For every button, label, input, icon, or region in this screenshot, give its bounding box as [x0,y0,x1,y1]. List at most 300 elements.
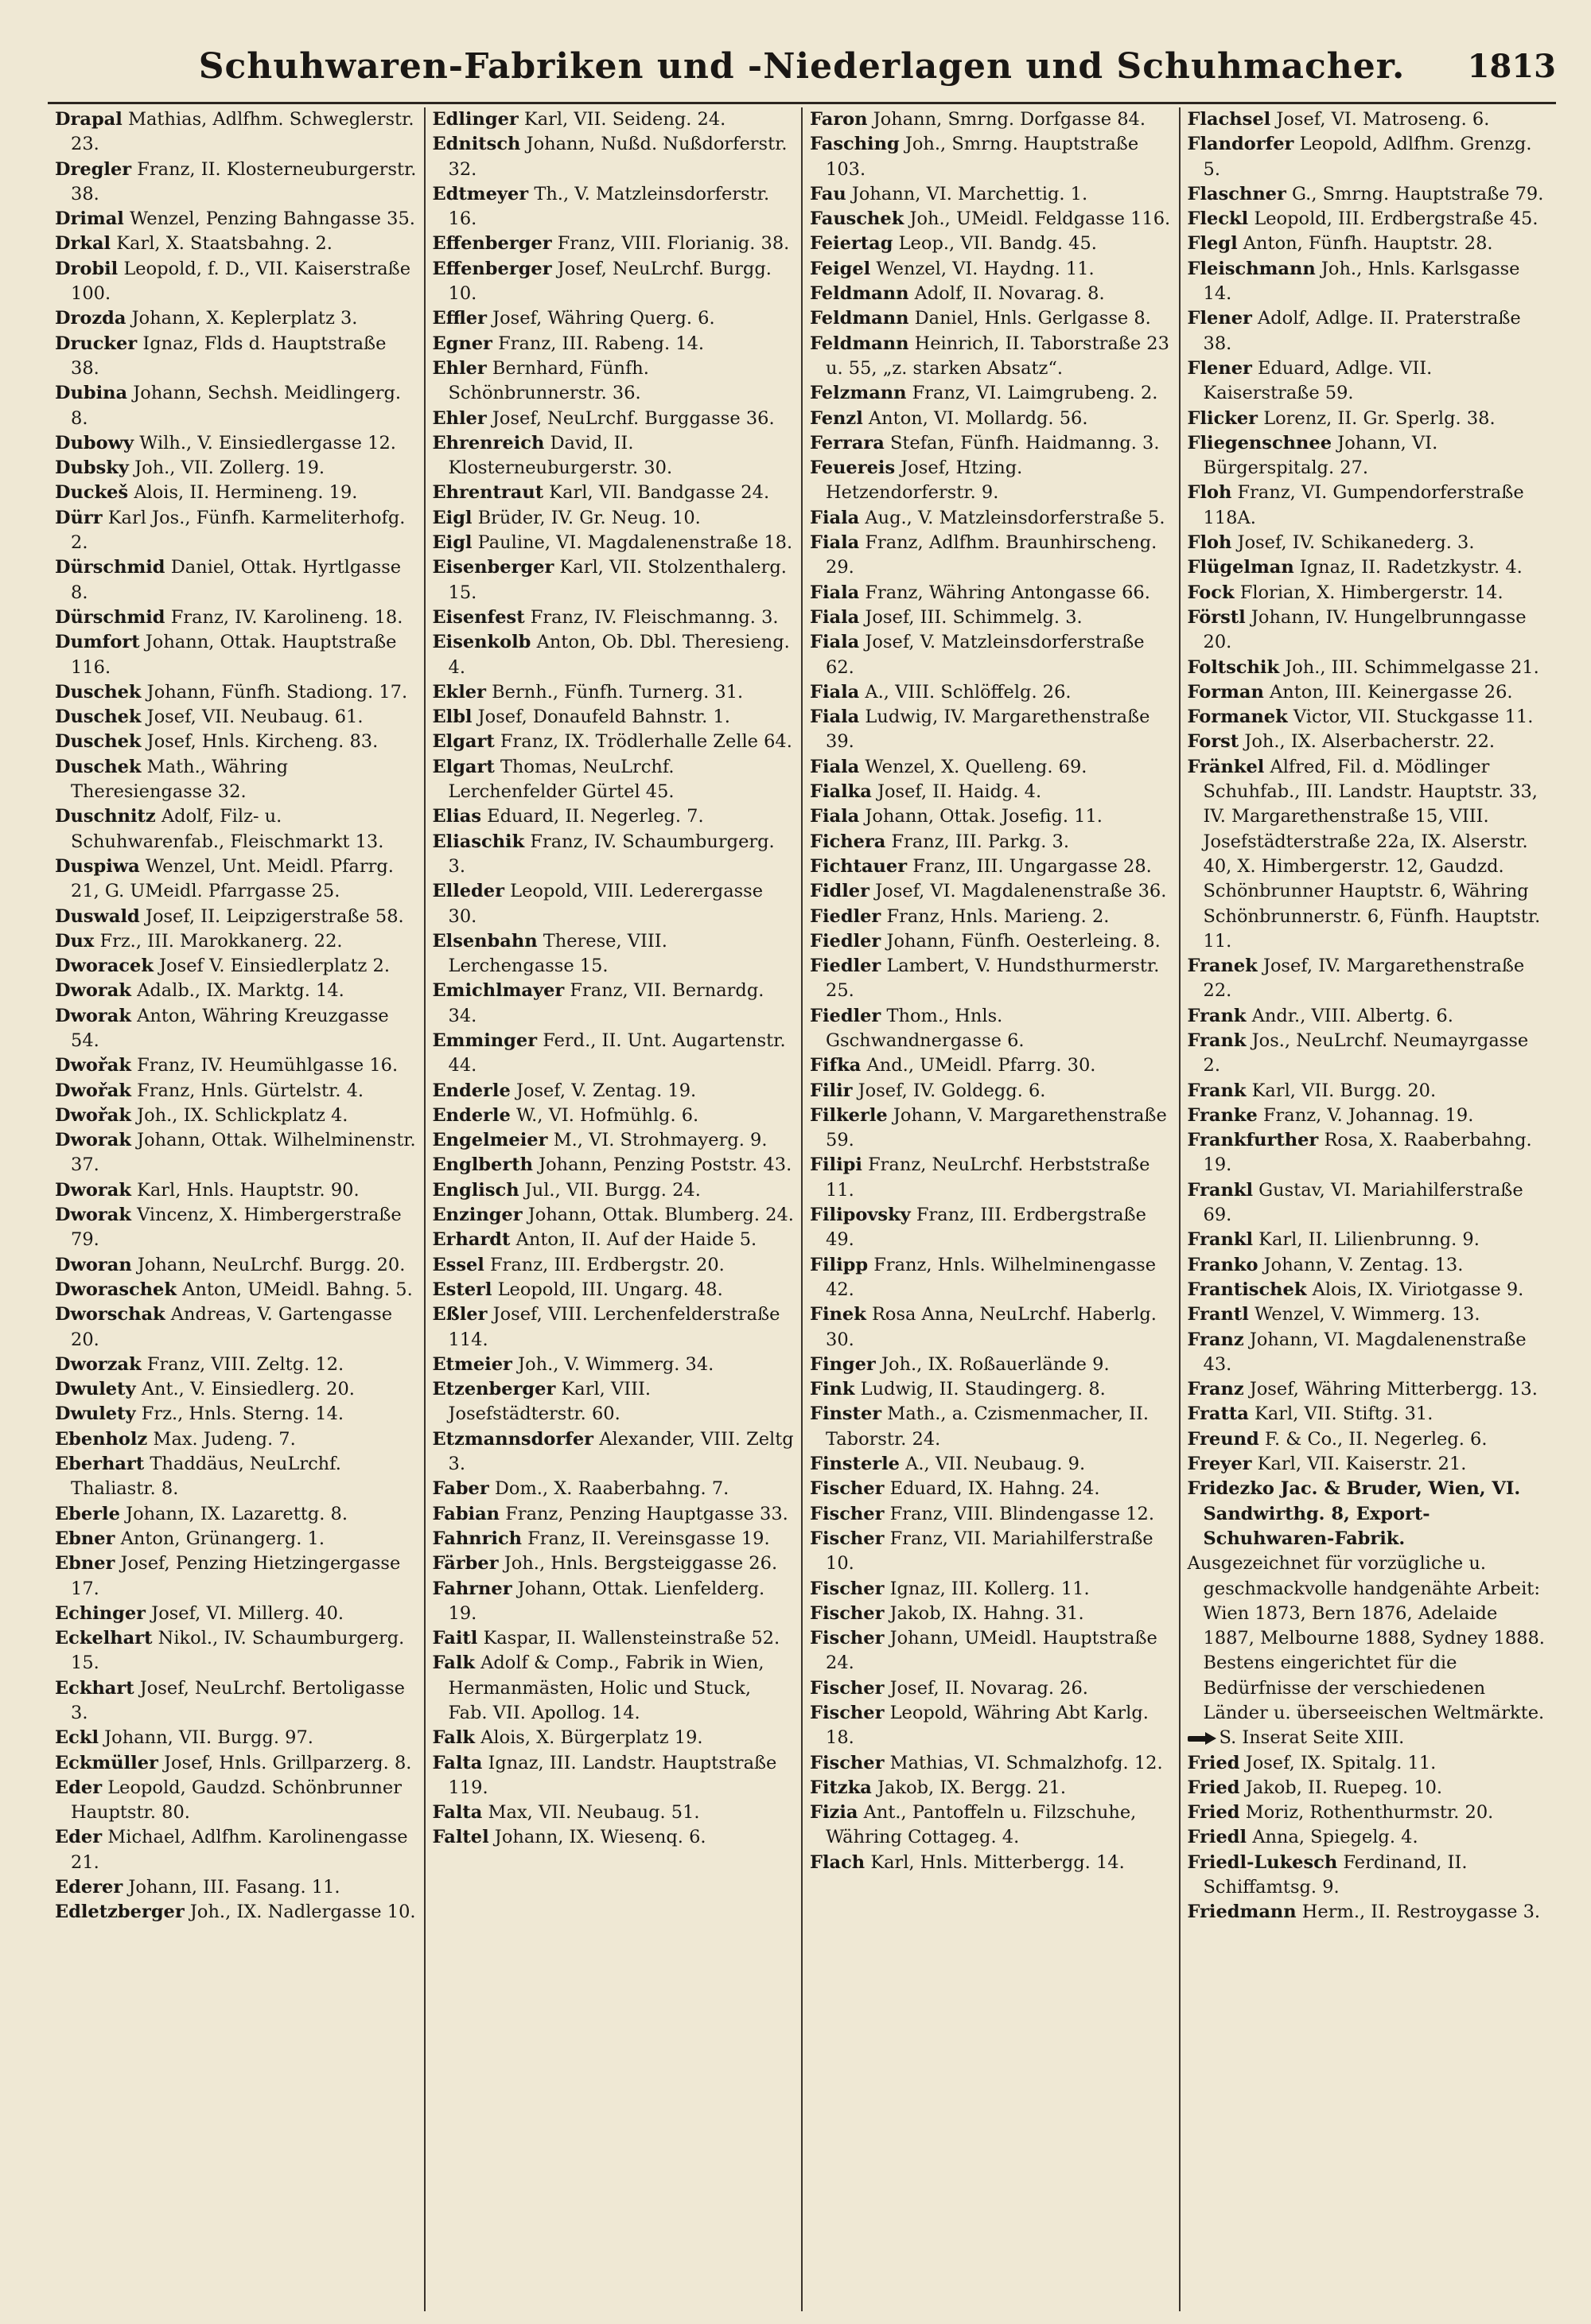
entry-details: Franz, VIII. Blindengasse 12. [889,1503,1155,1524]
entry-name: Fau [810,183,846,204]
entry-name: Drimal [55,208,124,230]
directory-entry [55,332,417,382]
directory-entry [55,1602,417,1626]
entry-name: Fried [1187,1752,1240,1773]
entry-details: Leopold, VIII. Lederergasse 30. [448,881,764,927]
entry-name: Friedl [1187,1827,1247,1848]
directory-entry [1188,705,1550,730]
entry-name: Forman [1187,681,1264,703]
entry-name: Drucker [55,333,138,354]
directory-entry [55,1353,417,1377]
entry-name: Ehrenreich [432,432,545,454]
entry-name: Fischer [810,1752,885,1773]
entry-details: Eduard, IX. Hahng. 24. [889,1478,1100,1500]
entry-details: Alexander, VIII. Zeltg 3. [448,1428,794,1475]
entry-name: Fischer [810,1478,885,1500]
entry-name: Erhardt [432,1229,511,1251]
directory-entry [810,1253,1172,1303]
entry-name: Drobil [55,258,119,279]
entry-details: Karl, II. Lilienbrunng. 9. [1258,1229,1480,1251]
entry-name: Flandorfer [1187,134,1294,155]
entry-details: Josef, VIII. Lerchenfelderstraße 114. [448,1304,780,1350]
entry-name: Effenberger [432,258,552,279]
entry-name: Filipp [810,1254,869,1275]
directory-entry [1188,1029,1550,1079]
directory-entry [433,1377,795,1427]
directory-entry [1188,306,1550,356]
entry-details: Karl, Hnls. Mitterbergg. 14. [870,1851,1125,1873]
directory-entry [810,257,1172,282]
entry-details: Ant., Pantoffeln u. Filzschuhe, Währing Cottageg. 4. [826,1802,1137,1848]
entry-name: Elsenbahn [432,930,538,952]
entry-details: Karl, VII. Seideng. 24. [523,109,726,130]
directory-entry [810,1701,1172,1751]
directory-entry [433,1203,795,1228]
entry-name: Enderle [432,1080,511,1101]
directory-entry [1188,1178,1550,1228]
directory-entry [810,1527,1172,1577]
directory-entry [55,1527,417,1551]
entry-details: Franz, VIII. Zeltg. 12. [146,1353,344,1375]
entry-name: Finster [810,1403,882,1425]
entry-details: Frz., Hnls. Sterng. 14. [141,1403,344,1425]
directory-entry [55,730,417,754]
entry-details: Ignaz, III. Landstr. Hauptstraße 119. [448,1752,777,1798]
entry-details: Jakob, IX. Hahng. 31. [889,1602,1084,1624]
entry-name: Fischer [810,1602,885,1624]
directory-entry [810,605,1172,630]
entry-details: Johann, IV. Hungelbrunngasse 20. [1203,606,1527,653]
directory-entry [55,929,417,954]
entry-name: Dürschmid [55,557,165,578]
entry-name: Förstl [1187,606,1246,628]
directory-entry [1188,481,1550,531]
directory-entry [810,1626,1172,1676]
entry-name: Elias [432,806,481,827]
entry-name: Faitl [432,1628,478,1649]
entry-details: Josef, VI. Millerg. 40. [151,1602,344,1624]
entry-details: Ludwig, IV. Margarethenstraße 39. [826,707,1150,753]
entry-details: Leopold, Währing Abt Karlg. 18. [826,1703,1149,1749]
entry-name: Etzenberger [432,1379,556,1400]
directory-entry [55,1302,417,1353]
entry-details: Wenzel, V. Wimmerg. 13. [1254,1304,1480,1325]
directory-entry [433,1751,795,1801]
entry-details: Math., Währing Theresiengasse 32. [71,756,289,803]
entry-name: Dubsky [55,457,129,479]
ad-body: Ausgezeichnet für vorzügliche u. geschmackvolle handgenähte Arbeit: Wien 1873, Bern 1876, Adelaide 1887, Melbourne 1888, Sydney 1888. Bestens eingerichtet für die Bedürfnisse der verschiedenen Länder u. überseeischen Weltmärkte. [1187,1553,1545,1723]
directory-entry [433,1651,795,1726]
directory-entry [810,107,1172,132]
entry-details: Dom., X. Raaberbahng. 7. [494,1478,729,1500]
directory-entry [55,1053,417,1078]
entry-details: Joh., Hnls. Karlsgasse 14. [1203,258,1520,305]
entry-details: Franz, Hnls. Gürtelstr. 4. [137,1080,364,1101]
entry-name: Dworak [55,980,131,1002]
entry-details: Johann, Ottak. Lienfelderg. 19. [448,1578,765,1624]
entry-name: Dworzak [55,1353,142,1375]
entry-details: Alois, II. Hermineng. 19. [134,482,358,504]
directory-entry [433,1477,795,1501]
entry-details: Joh., IX. Nadlergasse 10. [189,1902,416,1923]
directory-entry [810,1153,1172,1203]
directory-entry [433,1800,795,1825]
entry-details: Franz, III. Rabeng. 14. [498,333,705,354]
entry-details: Josef, NeuLrchf. Burggasse 36. [492,407,775,429]
entry-name: Elbl [432,707,473,728]
entry-name: Dworak [55,1005,131,1026]
entry-details: Kaspar, II. Wallensteinstraße 52. [483,1628,780,1649]
directory-entry [1188,656,1550,680]
directory-entry [1188,1128,1550,1178]
entry-details: Johann, Ottak. Blumberg. 24. [527,1205,794,1226]
entry-details: Thomas, NeuLrchf. Lerchenfelder Gürtel 45. [448,756,675,803]
entry-name: Fichtauer [810,855,908,877]
entry-name: Eisenberger [432,557,554,578]
directory-entry [810,232,1172,256]
entry-name: Ehler [432,357,487,379]
entry-details: Johann, UMeidl. Hauptstraße 24. [826,1628,1157,1674]
entry-details: Franz, Währing Antongasse 66. [865,582,1150,603]
entry-name: Fiala [810,806,860,827]
directory-entry [55,1128,417,1178]
directory-entry [1188,954,1550,1004]
directory-entry [810,1776,1172,1800]
entry-name: Fiedler [810,1005,881,1026]
entry-details: Johann, Fünfh. Stadiong. 17. [146,681,408,703]
entry-name: Filkerle [810,1104,888,1126]
directory-entry [810,581,1172,605]
directory-entry [1188,531,1550,555]
directory-entry [433,431,795,481]
entry-name: Formanek [1187,707,1288,728]
directory-entry [433,1502,795,1527]
directory-entry [810,1602,1172,1626]
entry-details: Adolf & Comp., Fabrik in Wien, Hermanmästen, Holic und Stuck, Fab. VII. Apollog. 14. [448,1652,764,1723]
directory-entry [55,555,417,605]
entry-details: Josef, IV. Margarethenstraße 22. [1203,956,1525,1002]
entry-details: Josef, Hnls. Grillparzerg. 8. [164,1752,412,1773]
entry-name: Falta [432,1802,483,1824]
entry-details: Josef, VII. Neubaug. 61. [146,707,364,728]
entry-details: Josef, NeuLrchf. Burgg. 10. [448,258,772,305]
directory-entry [810,1452,1172,1477]
entry-details: Ludwig, II. Staudingerg. 8. [860,1379,1106,1400]
directory-entry [433,1626,795,1651]
entry-details: Josef, Währing Querg. 6. [492,308,715,329]
directory-entry [810,1402,1172,1452]
entry-name: Dürschmid [55,606,165,628]
page-number: 1813 [1467,48,1556,85]
directory-entry [1188,1228,1550,1252]
entry-details: Josef, VI. Magdalenenstraße 36. [875,881,1167,902]
directory-entry [433,1302,795,1353]
entry-details: Leop., VII. Bandg. 45. [898,233,1097,255]
directory-entry [433,332,795,356]
directory-entry [433,1825,795,1850]
directory-entry [55,1402,417,1427]
entry-details: Mathias, VI. Schmalzhofg. 12. [889,1752,1163,1773]
entry-name: Duschnitz [55,806,156,827]
directory-entry [433,1577,795,1627]
entry-name: Ederer [55,1877,123,1898]
directory-entry [55,1676,417,1726]
entry-details: Johann, Penzing Poststr. 43. [539,1154,792,1176]
entry-details: Johann, Ottak. Hauptstraße 116. [71,632,397,678]
entry-details: Johann, V. Zentag. 13. [1263,1254,1464,1275]
entry-details: Johann, VII. Burgg. 97. [104,1727,313,1749]
directory-entry [55,1776,417,1826]
entry-name: Edtmeyer [432,183,529,204]
directory-entry [1188,1402,1550,1427]
entry-details: Victor, VII. Stuckgasse 11. [1293,707,1534,728]
entry-name: Feigel [810,258,871,279]
directory-entry [810,1377,1172,1402]
entry-name: Dwulety [55,1403,136,1425]
entry-name: Freyer [1187,1454,1252,1475]
entry-details: Rosa, X. Raaberbahng. 19. [1203,1130,1532,1176]
entry-name: Färber [432,1553,499,1575]
entry-name: Dumfort [55,632,140,653]
directory-entry [433,306,795,331]
entry-name: Fiedler [810,930,881,952]
entry-details: Jakob, II. Ruepeg. 10. [1245,1777,1443,1798]
entry-details: Daniel, Hnls. Gerlgasse 8. [914,308,1151,329]
entry-details: Anton, Grünangerg. 1. [120,1528,325,1549]
entry-name: Fliegenschnee [1187,432,1332,454]
entry-details: Josef, IX. Spitalg. 11. [1245,1752,1437,1773]
entry-name: Eßler [432,1304,488,1325]
directory-entry [1188,132,1550,182]
entry-name: Flegl [1187,233,1238,255]
entry-name: Edletzberger [55,1902,185,1923]
directory-entry [433,132,795,182]
entry-details: Franz, VI. Gumpendorferstraße 118A. [1203,482,1524,528]
entry-details: Rosa Anna, NeuLrchf. Haberlg. 30. [826,1304,1157,1350]
directory-entry [433,605,795,630]
directory-entry [810,431,1172,456]
directory-entry [55,431,417,456]
entry-name: Dürr [55,507,103,528]
entry-details: Josef, IV. Schikanederg. 3. [1237,532,1475,554]
directory-entry [810,705,1172,755]
entry-details: Wenzel, X. Quelleng. 69. [865,756,1087,777]
directory-entry [55,1427,417,1452]
directory-entry [1188,1302,1550,1327]
entry-details: Ignaz, II. Radetzkystr. 4. [1299,557,1523,578]
entry-details: Johann, IX. Wiesenq. 6. [494,1827,706,1848]
entry-details: Pauline, VI. Magdalenenstraße 18. [477,532,793,554]
directory-entry [433,1153,795,1178]
directory-entry [810,954,1172,1004]
directory-entry [433,879,795,929]
entry-name: Effler [432,308,487,329]
entry-details: Herm., II. Restroygasse 3. [1301,1902,1541,1923]
entry-name: Dubina [55,383,128,404]
directory-entry [433,531,795,555]
entry-details: Brüder, IV. Gr. Neug. 10. [477,507,701,528]
directory-entry [810,207,1172,232]
entry-details: Josef, Htzing. Hetzendorferstr. 9. [826,457,1023,504]
ad-reference-text: S. Inserat Seite XIII. [1219,1727,1405,1749]
directory-entry [433,730,795,754]
entry-details: Karl, VII. Stolzenthalerg. 15. [448,557,787,603]
directory-entry [55,804,417,854]
entry-name: Esterl [432,1279,492,1300]
entry-name: Eisenkolb [432,632,531,653]
directory-entry [810,1676,1172,1701]
entry-name: Duschek [55,681,142,703]
entry-details: Johann, IX. Lazarettg. 8. [126,1503,348,1524]
entry-details: Ferdinand, II. Schiffamtsg. 9. [1203,1851,1468,1898]
entry-details: Ant., V. Einsiedlerg. 20. [141,1379,355,1400]
entry-details: Bernhard, Fünfh. Schönbrunnerstr. 36. [448,357,649,404]
directory-entry [1188,1776,1550,1800]
entry-details: Karl, VII. Kaiserstr. 21. [1257,1454,1467,1475]
directory-entry [433,407,795,431]
directory-entry [55,954,417,979]
entry-details: Eduard, Adlge. VII. Kaiserstraße 59. [1203,357,1433,404]
entry-name: Egner [432,333,492,354]
entry-name: Dworschak [55,1304,165,1325]
directory-entry [55,1079,417,1104]
entry-name: Essel [432,1254,484,1275]
entry-details: Adolf, Filz- u. Schuhwarenfab., Fleischmarkt 13. [71,806,384,852]
entry-name: Engelmeier [432,1130,548,1151]
entry-name: Flicker [1187,407,1258,429]
entry-name: Fabian [432,1503,500,1524]
entry-name: Dworaschek [55,1279,177,1300]
entry-name: Franz [1187,1379,1244,1400]
entry-details: Max. Judeng. 7. [153,1428,296,1450]
directory-entry [1188,605,1550,656]
entry-name: Fiedler [810,905,881,927]
directory-entry [55,905,417,929]
entry-details: Josef, Penzing Hietzingergasse 17. [71,1553,401,1599]
directory-entry [810,804,1172,829]
directory-entry [810,332,1172,382]
directory-entry [810,830,1172,854]
entry-name: Duschek [55,756,142,777]
directory-entry [433,1253,795,1278]
directory-entry [433,630,795,680]
directory-entry [810,1800,1172,1851]
directory-entry [810,282,1172,306]
entry-name: Eberle [55,1503,120,1524]
entry-name: Drapal [55,109,123,130]
entry-name: Filipi [810,1154,862,1176]
entry-name: Fitzka [810,1777,872,1798]
entry-name: Floh [1187,482,1232,504]
directory-entry [433,804,795,829]
entry-details: A., VII. Neubaug. 9. [905,1454,1086,1475]
directory-entry [55,854,417,905]
entry-details: Heinrich, II. Taborstraße 23 u. 55, „z. starken Absatz“. [826,333,1169,379]
entry-details: Ignaz, III. Kollerg. 11. [889,1578,1090,1599]
entry-details: Franz, II. Klosterneuburgerstr. 38. [71,158,417,204]
entry-details: Anton, VI. Mollardg. 56. [868,407,1088,429]
entry-details: Johann, VI. Magdalenenstraße 43. [1203,1329,1527,1375]
advertisement-block [1188,1477,1550,1750]
entry-details: Ignaz, Flds d. Hauptstraße 38. [71,333,387,379]
directory-entry [1188,1328,1550,1378]
entry-details: Franz, VII. Bernardg. 34. [448,980,764,1026]
entry-name: Filipovsky [810,1205,911,1226]
directory-entry [55,1004,417,1054]
entry-details: Stefan, Fünfh. Haidmanng. 3. [889,432,1160,454]
entry-details: Therese, VIII. Lerchengasse 15. [448,930,667,977]
entry-details: Alois, IX. Viriotgasse 9. [1312,1279,1524,1300]
entry-details: Joh., VII. Zollerg. 19. [134,457,325,479]
entry-details: Johann, Ottak. Wilhelminenstr. 37. [71,1130,416,1176]
directory-entry [55,755,417,805]
directory-entry [55,1104,417,1128]
entry-name: Fiala [810,707,860,728]
directory-entry [810,506,1172,531]
directory-entry [1188,207,1550,232]
entry-details: Karl, X. Staatsbahng. 2. [116,233,333,255]
entry-name: Fidler [810,881,869,902]
entry-details: Josef, NeuLrchf. Bertoligasse 3. [71,1677,405,1723]
entry-details: Florian, X. Himbergerstr. 14. [1239,582,1503,603]
entry-details: Joh., Hnls. Bergsteiggasse 26. [504,1553,778,1575]
directory-entry [810,1302,1172,1353]
entry-name: Fleckl [1187,208,1249,230]
entry-details: Jul., VII. Burgg. 24. [524,1179,701,1201]
entry-name: Ebner [55,1528,115,1549]
directory-entry [433,1527,795,1551]
entry-details: Josef, II. Novarag. 26. [889,1677,1088,1699]
directory-entry [810,1079,1172,1104]
entry-details: Joh., UMeidl. Feldgasse 116. [909,208,1171,230]
directory-entry [433,1228,795,1252]
page-header [48,40,1556,104]
entry-name: Feldmann [810,333,909,354]
entry-name: Eder [55,1827,103,1848]
entry-name: Elgart [432,731,495,753]
entry-details: Aug., V. Matzleinsdorferstraße 5. [865,507,1165,528]
directory-entry [433,555,795,605]
directory-entry [810,132,1172,182]
directory-entry [55,1502,417,1527]
entry-details: Karl, VII. Stiftg. 31. [1255,1403,1433,1425]
entry-details: Franz, II. Vereinsgasse 19. [527,1528,770,1549]
entry-name: Fränkel [1187,756,1265,777]
entry-details: Leopold, III. Ungarg. 48. [497,1279,723,1300]
directory-entry [810,456,1172,506]
entry-name: Fischer [810,1578,885,1599]
directory-entry [55,456,417,481]
entry-details: Thom., Hnls. Gschwandnergasse 6. [826,1005,1025,1051]
directory-entry [433,1029,795,1079]
directory-entry [433,1278,795,1302]
entry-name: Fischer [810,1503,885,1524]
entry-name: Fock [1187,582,1235,603]
entry-name: Fiedler [810,956,881,977]
entry-name: Fratta [1187,1403,1249,1425]
entry-details: Lorenz, II. Gr. Sperlg. 38. [1263,407,1496,429]
directory-entry [810,854,1172,879]
entry-details: Johann, VI. Marchettig. 1. [851,183,1088,204]
directory-entry [810,531,1172,581]
entry-details: Anton, Fünfh. Hauptstr. 28. [1243,233,1493,255]
directory-entry [810,630,1172,680]
directory-entry [810,182,1172,207]
entry-details: David, II. Klosterneuburgerstr. 30. [448,432,673,479]
entry-name: Eliaschik [432,831,525,852]
directory-entry [55,257,417,307]
entry-name: Fahnrich [432,1528,522,1549]
